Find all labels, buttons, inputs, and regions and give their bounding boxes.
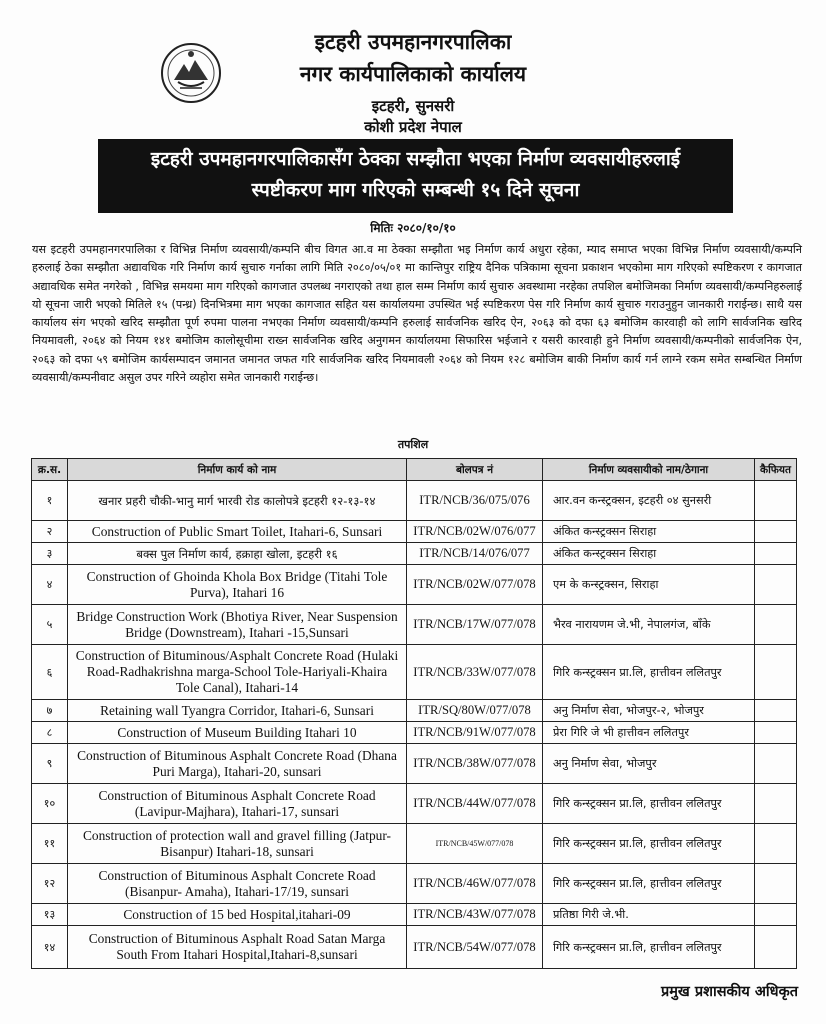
header-bid-number: बोलपत्र नं <box>407 459 543 481</box>
row-remarks <box>755 864 797 904</box>
row-remarks <box>755 926 797 969</box>
row-bid-number: ITR/NCB/91W/077/078 <box>407 722 543 744</box>
row-remarks <box>755 645 797 700</box>
row-contractor: प्रेरा गिरि जे भी हात्तीवन ललितपुर <box>543 722 755 744</box>
row-contractor: गिरि कन्स्ट्रक्सन प्रा.लि, हात्तीवन ललितपुर <box>543 864 755 904</box>
row-work-name: Construction of Bituminous Asphalt Concrete Road (Dhana Puri Marga), Itahari-20, sunsari <box>68 744 407 784</box>
row-contractor: गिरि कन्स्ट्रक्सन प्रा.लि, हात्तीवन ललितपुर <box>543 784 755 824</box>
table-row <box>32 521 797 543</box>
table-row <box>32 926 797 969</box>
row-work-name: Retaining wall Tyangra Corridor, Itahari-6, Sunsari <box>68 700 407 722</box>
row-serial: ७ <box>32 700 68 722</box>
row-contractor: गिरि कन्स्ट्रक्सन प्रा.लि, हात्तीवन ललितपुर <box>543 645 755 700</box>
contractor-table <box>31 458 797 969</box>
row-serial: १२ <box>32 864 68 904</box>
table-row <box>32 744 797 784</box>
row-contractor: अंकित कन्स्ट्रक्सन सिराहा <box>543 521 755 543</box>
row-serial: ४ <box>32 565 68 605</box>
row-bid-number: ITR/NCB/54W/077/078 <box>407 926 543 969</box>
row-bid-number: ITR/NCB/46W/077/078 <box>407 864 543 904</box>
row-work-name: Construction of Bituminous Asphalt Concrete Road (Bisanpur- Amaha), Itahari-17/19, sunsari <box>68 864 407 904</box>
row-contractor: गिरि कन्स्ट्रक्सन प्रा.लि, हात्तीवन ललितपुर <box>543 926 755 969</box>
row-contractor: प्रतिष्ठा गिरी जे.भी. <box>543 904 755 926</box>
row-work-name: Construction of Bituminous Asphalt Road Satan Marga South From Itahari Hospital,Itahari-8,sunsari <box>68 926 407 969</box>
row-work-name: Construction of Public Smart Toilet, Itahari-6, Sunsari <box>68 521 407 543</box>
row-serial: ११ <box>32 824 68 864</box>
row-serial: १० <box>32 784 68 824</box>
row-contractor: आर.वन कन्स्ट्रक्सन, इटहरी ०४ सुनसरी <box>543 481 755 521</box>
row-work-name: खनार प्रहरी चौकी-भानु मार्ग भारवी रोड कालोपत्रे इटहरी १२-१३-१४ <box>68 481 407 521</box>
row-remarks <box>755 481 797 521</box>
row-work-name: Construction of Bituminous Asphalt Concrete Road (Lavipur-Majhara), Itahari-17, sunsari <box>68 784 407 824</box>
row-work-name: Bridge Construction Work (Bhotiya River, Near Suspension Bridge (Downstream), Itahari -15,Sunsari <box>68 605 407 645</box>
row-bid-number: ITR/NCB/02W/076/077 <box>407 521 543 543</box>
table-row <box>32 904 797 926</box>
table-row <box>32 784 797 824</box>
row-work-name: Construction of Ghoinda Khola Box Bridge (Titahi Tole Purva), Itahari 16 <box>68 565 407 605</box>
header-contractor: निर्माण व्यवसायीको नाम/ठेगाना <box>543 459 755 481</box>
row-work-name: Construction of 15 bed Hospital,itahari-09 <box>68 904 407 926</box>
row-serial: १ <box>32 481 68 521</box>
row-remarks <box>755 824 797 864</box>
notice-title-banner <box>98 139 733 213</box>
row-serial: १४ <box>32 926 68 969</box>
table-row <box>32 722 797 744</box>
row-remarks <box>755 565 797 605</box>
row-remarks <box>755 904 797 926</box>
row-contractor: अनु निर्माण सेवा, भोजपुर <box>543 744 755 784</box>
row-remarks <box>755 722 797 744</box>
notice-title-line2: स्पष्टीकरण माग गरिएको सम्बन्धी १५ दिने सूचना <box>251 179 580 201</box>
row-bid-number: ITR/NCB/02W/077/078 <box>407 565 543 605</box>
row-remarks <box>755 744 797 784</box>
row-remarks <box>755 700 797 722</box>
office-name: नगर कार्यपालिकाको कार्यालय <box>299 62 527 86</box>
table-row <box>32 824 797 864</box>
row-work-name: Construction of protection wall and gravel filling (Jatpur- Bisanpur) Itahari-18, sunsari <box>68 824 407 864</box>
row-serial: २ <box>32 521 68 543</box>
row-serial: ५ <box>32 605 68 645</box>
table-row <box>32 700 797 722</box>
header-remarks: कैफियत <box>755 459 797 481</box>
row-work-name: Construction of Museum Building Itahari 10 <box>68 722 407 744</box>
row-work-name: बक्स पुल निर्माण कार्य, हक्राहा खोला, इटहरी १६ <box>68 543 407 565</box>
row-bid-number: ITR/SQ/80W/077/078 <box>407 700 543 722</box>
row-bid-number: ITR/NCB/45W/077/078 <box>407 824 543 864</box>
header-serial: क्र.स. <box>32 459 68 481</box>
row-remarks <box>755 605 797 645</box>
notice-body: यस इटहरी उपमहानगरपालिका र विभिन्न निर्माण व्यवसायी/कम्पनि बीच विगत आ.व मा ठेक्का सम्झौता भइ निर्माण कार्य अधुरा रहेका, म्याद समाप्त भएका विभिन्न निर्माण व्यवसायी/कम्पनि हरुलाई ठेका सम्झौता अद्यावधिक गरि निर्माण कार्य सुचारु गर्नाका लागि मिति २०८०/०५/०१ मा कान्तिपुर राष्ट्रिय दैनिक पत्रिकामा सूचना प्रकाशन भएकोमा माग गरिएको स्पष्टिकरण र कागजात अद्यावधिक समेत नगरेको , विभिन्न समयमा माग गरिएको कागजात उपलब्ध नगराएको तथा हाल सम्म निर्माण कार्य सुचारु अवस्थामा नरहेका तपशिल बमोजिमका निर्माण व्यवसायी/कम्पनिहरुलाई यो सूचना जारी भएको मितिले १५ (पन्ध्र) दिनभित्रमा माग भएका कागजात सहित यस कार्यालयमा उपस्थित भई स्पष्टिकरण पेस गरि निर्माण कार्य सुचारु गराउनुहुन जानकारी गराईन्छ। साथै यस कार्यालय संग भएको खरिद सम्झौता पूर्ण रुपमा पालना नभएका निर्माण व्यवसायी/कम्पनि हरुलाई सार्वजनिक खरिद ऐन, २०६३ को दफा ६३ बमोजिम कारवाही को लागि सार्वजनिक खरिद नियमावली, २०६४ को नियम १४१ बमोजिम कालोसूचीमा राख्न सार्वजनिक खरिद अनुगमन कार्यालयमा सिफारिस भईजाने र यसरी कारवाही हुने निर्माण व्यवसायी/कम्पनीको सार्वजनिक ऐन, २०६३ को दफा ५९ बमोजिम कार्यसम्पादन जमानत जमानत जफत गरि सार्वजनिक खरिद नियमावली २०६४ को नियम १२८ बमोजिम बाकी निर्माण कार्य गर्न लाग्ने रकम समेत सम्बन्धित निर्माण व्यवसायी/कम्पनीवाट असुल उपर गरिने व्यहोरा समेत जानकारी गराईन्छ। <box>32 243 802 385</box>
table-header-row <box>32 459 797 481</box>
row-contractor: अंकित कन्स्ट्रक्सन सिराहा <box>543 543 755 565</box>
notice-date: मितिः २०८०/१०/१० <box>370 221 456 235</box>
row-bid-number: ITR/NCB/43W/077/078 <box>407 904 543 926</box>
row-bid-number: ITR/NCB/44W/077/078 <box>407 784 543 824</box>
row-serial: ६ <box>32 645 68 700</box>
row-remarks <box>755 521 797 543</box>
table-title: तपशिल <box>397 438 429 451</box>
table-row <box>32 864 797 904</box>
row-work-name: Construction of Bituminous/Asphalt Concrete Road (Hulaki Road-Radhakrishna marga-School Tole-Hariyali-Khaira Tole Canal), Itahari-14 <box>68 645 407 700</box>
row-bid-number: ITR/NCB/38W/077/078 <box>407 744 543 784</box>
province-line: कोशी प्रदेश नेपाल <box>364 118 462 136</box>
table-row <box>32 481 797 521</box>
row-bid-number: ITR/NCB/14/076/077 <box>407 543 543 565</box>
row-contractor: भैरव नारायणम जे.भी, नेपालगंज, बाँके <box>543 605 755 645</box>
location-line: इटहरी, सुनसरी <box>371 97 455 115</box>
table-row <box>32 605 797 645</box>
row-bid-number: ITR/NCB/33W/077/078 <box>407 645 543 700</box>
row-contractor: अनु निर्माण सेवा, भोजपुर-२, भोजपुर <box>543 700 755 722</box>
header-work-name: निर्माण कार्य को नाम <box>68 459 407 481</box>
signature-title: प्रमुख प्रशासकीय अधिकृत <box>661 984 798 1000</box>
table-row <box>32 565 797 605</box>
row-serial: ३ <box>32 543 68 565</box>
row-bid-number: ITR/NCB/17W/077/078 <box>407 605 543 645</box>
row-remarks <box>755 543 797 565</box>
row-remarks <box>755 784 797 824</box>
municipality-name: इटहरी उपमहानगरपालिका <box>314 30 512 54</box>
row-bid-number: ITR/NCB/36/075/076 <box>407 481 543 521</box>
row-serial: १३ <box>32 904 68 926</box>
row-contractor: गिरि कन्स्ट्रक्सन प्रा.लि, हात्तीवन ललितपुर <box>543 824 755 864</box>
row-contractor: एम के कन्स्ट्रक्सन, सिराहा <box>543 565 755 605</box>
notice-title-line1: इटहरी उपमहानगरपालिकासँग ठेक्का सम्झौता भएका निर्माण व्यवसायीहरुलाई <box>150 148 681 170</box>
table-row <box>32 645 797 700</box>
table-row <box>32 543 797 565</box>
row-serial: ९ <box>32 744 68 784</box>
row-serial: ८ <box>32 722 68 744</box>
